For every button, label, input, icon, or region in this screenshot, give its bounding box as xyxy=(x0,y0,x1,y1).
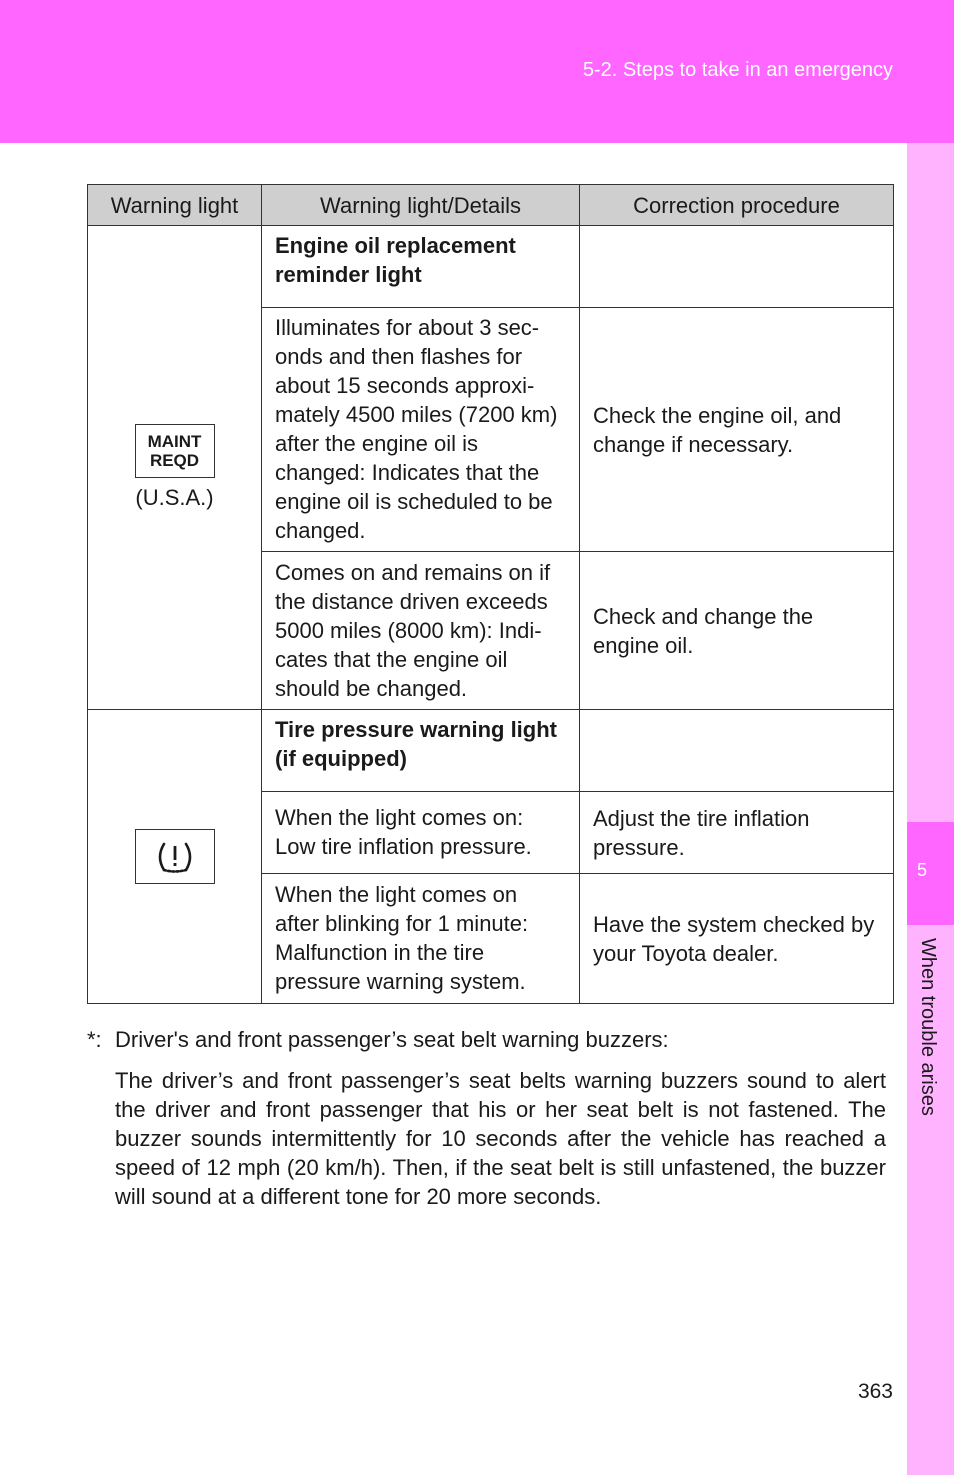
chapter-tab xyxy=(907,822,954,925)
side-strip xyxy=(907,143,954,1475)
section-title: 5-2. Steps to take in an emergency xyxy=(582,59,893,81)
maint-reqd-cell xyxy=(88,226,262,710)
chapter-label: When trouble arises xyxy=(917,938,939,1116)
note-title: Driver's and front passenger’s seat belt warning buzzers: xyxy=(115,1027,669,1052)
page-header xyxy=(0,0,954,143)
header-details: Warning light/Details xyxy=(262,185,580,226)
note-body: The driver’s and front passenger’s seat belts warning buzzers sound to alert the driver and front passenger that his or her seat belt is not fastened. The buzzer sounds intermittently for 10 seconds after the vehicle has reached a speed of 12 mph (20 km/h). Then, if the seat belt is still unfastened, the buzzer will sound at a different tone for 20 more seconds. xyxy=(115,1068,886,1209)
correction-cell: Check the engine oil, and change if necessary. xyxy=(580,308,894,552)
region-label: (U.S.A.) xyxy=(135,484,214,510)
correction-cell: Have the system checked by your Toyota dealer. xyxy=(580,874,894,1004)
warning-light-table xyxy=(87,184,894,1004)
correction-cell: Adjust the tire inflation pressure. xyxy=(580,792,894,874)
table-header-row xyxy=(88,185,894,226)
engine-oil-title: Engine oil replacement reminder light xyxy=(262,226,580,308)
correction-cell: Check and change the engine oil. xyxy=(580,552,894,710)
header-warning-light: Warning light xyxy=(88,185,262,226)
empty-cell xyxy=(580,710,894,792)
tire-title: Tire pressure warning light (if equipped) xyxy=(262,710,580,792)
table-row xyxy=(88,226,894,308)
details-cell: Illuminates for about 3 sec-onds and then flashes for about 15 seconds approxi-mately 4500 miles (7200 km) after the engine oil is changed: Indicates that the engine oil is scheduled to be changed. xyxy=(262,308,580,552)
details-cell: Comes on and remains on if the distance driven exceeds 5000 miles (8000 km): Indi-cates that the engine oil should be changed. xyxy=(262,552,580,710)
details-cell: When the light comes on after blinking for 1 minute: Malfunction in the tire pressure warning system. xyxy=(262,874,580,1004)
note-marker: *: xyxy=(87,1027,102,1052)
maint-reqd-icon: MAINT REQD xyxy=(135,424,215,478)
tire-pressure-warning-icon xyxy=(135,829,215,884)
empty-cell xyxy=(580,226,894,308)
page-number: 363 xyxy=(857,1380,893,1403)
tire-icon-cell xyxy=(88,710,262,1004)
chapter-number: 5 xyxy=(917,860,928,880)
table-row xyxy=(88,710,894,792)
header-correction: Correction procedure xyxy=(580,185,894,226)
details-cell: When the light comes on: Low tire inflation pressure. xyxy=(262,792,580,874)
